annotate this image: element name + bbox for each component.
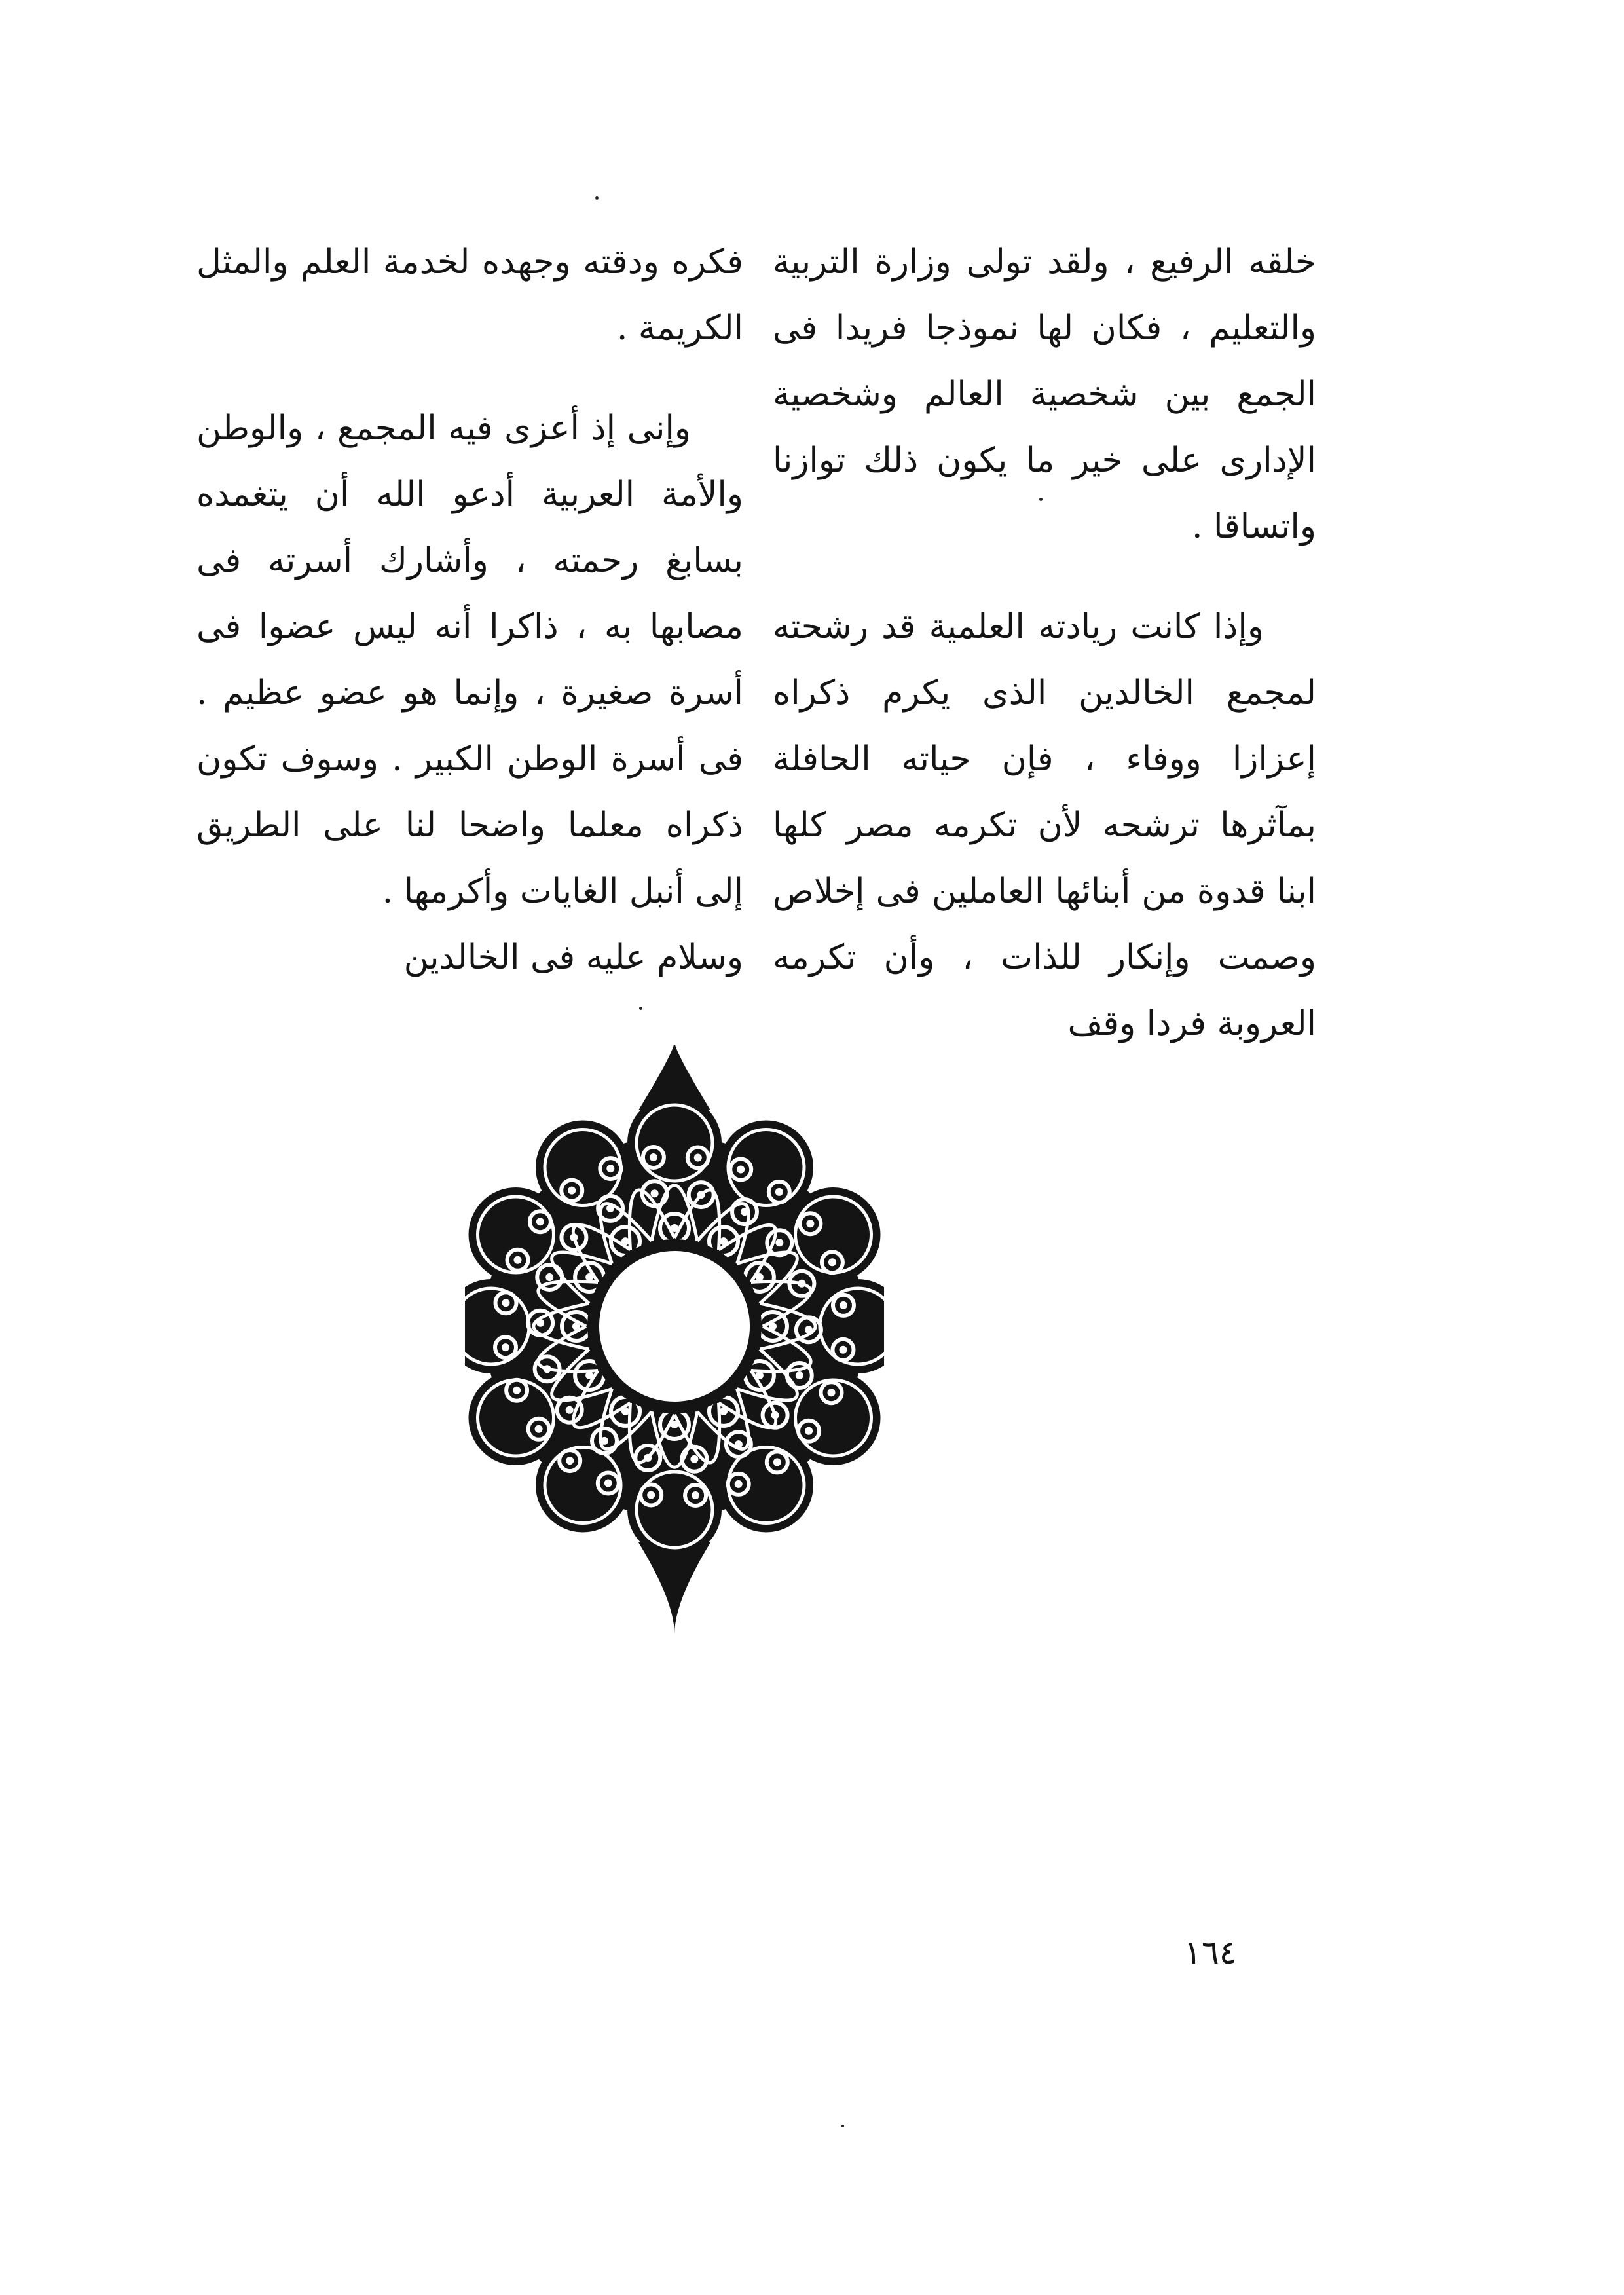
paragraph: خلقه الرفيع ، ولقد تولى وزارة التربية والتعليم ، فكان لها نموذجا فريدا فى الجمع بين شخصية العالم وشخصية الإدارى على خير ما يكون ذلك توازنا واتساقا . (773, 242, 1316, 546)
paragraph: فكره ودقته وجهده لخدمة العلم والمثل الكريمة . (196, 242, 743, 348)
arabesque-rosette-icon (465, 1045, 884, 1700)
paragraph: وإنى إذ أعزى فيه المجمع ، والوطن والأمة العربية أدعو الله أن يتغمده بسابغ رحمته ، وأشارك أسرته فى مصابها به ، ذاكرا أنه ليس عضوا فى أسرة صغيرة ، وإنما هو عضو عظيم . فى أسرة الوطن الكبير . وسوف تكون ذكراه معلما واضحا لنا على الطريق إلى أنبل الغايات وأكرمها . (196, 409, 743, 911)
closing-line: وسلام عليه فى الخالدين (403, 938, 743, 977)
paragraph: وإذا كانت ريادته العلمية قد رشحته لمجمع الخالدين الذى يكرم ذكراه إعزازا ووفاء ، فإن حياته الحافلة بمآثرها ترشحه لأن تكرمه مصر كلها ابنا قدوة من أبنائها العاملين فى إخلاص وصمت وإنكار للذات ، وأن تكرمه العروبة فردا وقف (773, 607, 1316, 1043)
scan-speck (841, 2125, 844, 2127)
scan-speck (1039, 498, 1043, 501)
scan-speck (639, 1007, 642, 1010)
text-column-right (773, 229, 1316, 1057)
scan-speck (595, 196, 599, 200)
page-number: ١٦٤ (1184, 1933, 1237, 1971)
text-column-left (196, 229, 743, 991)
